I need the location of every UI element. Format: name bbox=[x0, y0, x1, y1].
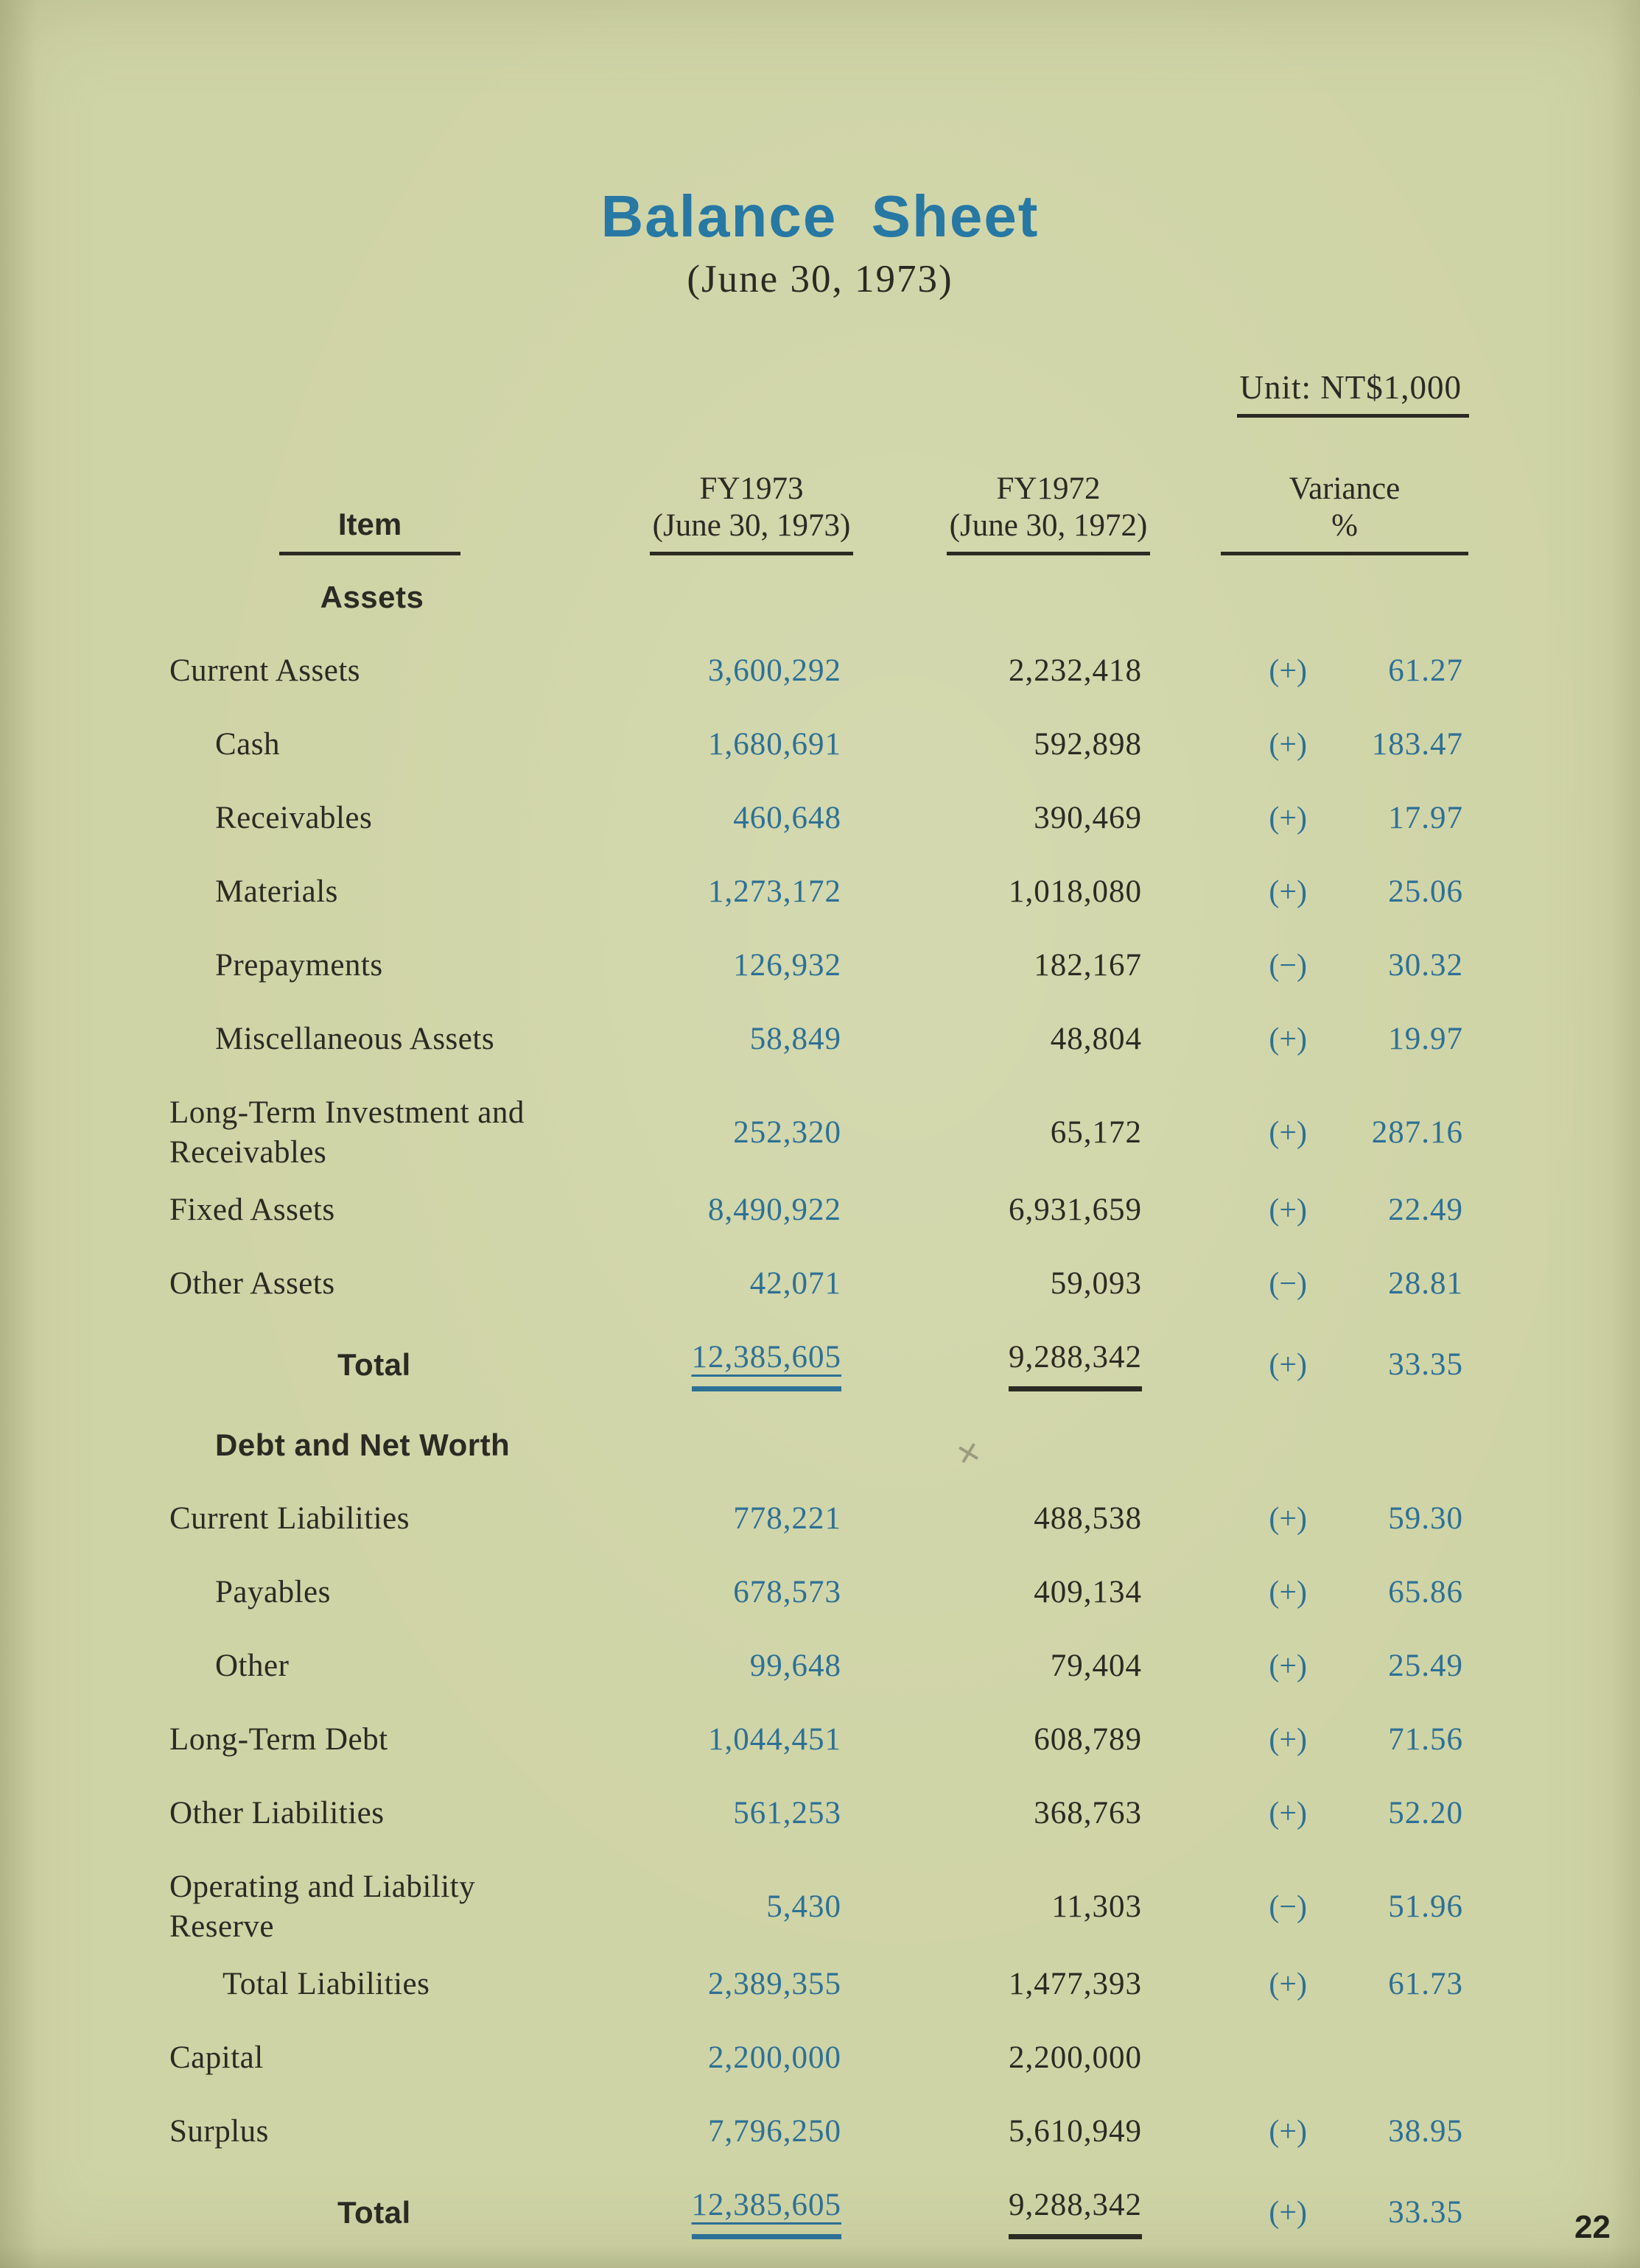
header-fy1973 bbox=[634, 471, 869, 555]
header-item bbox=[149, 471, 591, 555]
header-fy1972-line2: (June 30, 1972) bbox=[947, 508, 1151, 555]
table-row bbox=[169, 1093, 1481, 1173]
variance-value: 25.06 bbox=[1388, 874, 1463, 910]
page-title: Balance Sheet bbox=[600, 183, 1040, 249]
fy1973-value: 5,430 bbox=[766, 1889, 841, 1925]
fy1972-value: 488,538 bbox=[1034, 1501, 1142, 1537]
fy1972-value: 79,404 bbox=[1050, 1649, 1142, 1684]
variance-value: 17.97 bbox=[1388, 801, 1463, 836]
variance-sign: (+) bbox=[1269, 1967, 1307, 2002]
row-label: Surplus bbox=[169, 2114, 269, 2149]
row-label: Current Assets bbox=[169, 653, 361, 689]
row-label: Total bbox=[337, 1347, 411, 1382]
variance-value: 59.30 bbox=[1388, 1501, 1463, 1537]
table-row bbox=[169, 872, 1481, 912]
fy1973-value: 2,389,355 bbox=[708, 1967, 841, 2002]
fy1972-value: 368,763 bbox=[1034, 1796, 1142, 1831]
fy1972-value: 48,804 bbox=[1050, 1022, 1142, 1057]
header-item-label: Item bbox=[279, 506, 460, 555]
variance-sign: (+) bbox=[1269, 728, 1307, 762]
table-row bbox=[169, 1720, 1481, 1760]
row-label: Fixed Assets bbox=[169, 1193, 335, 1228]
fy1972-value: 2,232,418 bbox=[1009, 653, 1142, 689]
header-fy1972 bbox=[897, 471, 1199, 555]
row-label: Other bbox=[215, 1649, 290, 1684]
fy1973-value: 1,680,691 bbox=[708, 727, 841, 762]
fy1972-value: 65,172 bbox=[1050, 1115, 1142, 1151]
fy1972-value: 2,200,000 bbox=[1009, 2040, 1142, 2076]
unit-label-row bbox=[0, 368, 1640, 418]
fy1972-value: 9,288,342 bbox=[847, 1338, 1149, 1391]
fy1973-value: 126,932 bbox=[733, 948, 841, 983]
variance-sign: (+) bbox=[1269, 2195, 1307, 2230]
variance-sign: (+) bbox=[1269, 1502, 1307, 1537]
fy1972-value: 182,167 bbox=[1034, 948, 1142, 983]
total-row-assets bbox=[169, 1338, 1481, 1391]
variance-value: 19.97 bbox=[1388, 1022, 1463, 1057]
variance-value: 22.49 bbox=[1388, 1193, 1463, 1228]
variance-sign: (−) bbox=[1269, 1267, 1307, 1302]
fy1972-value: 390,469 bbox=[1034, 801, 1142, 836]
table-row bbox=[169, 798, 1481, 838]
header-variance-line2: % bbox=[1221, 508, 1468, 555]
variance-sign: (+) bbox=[1269, 654, 1307, 689]
fy1972-value: 6,931,659 bbox=[1009, 1193, 1142, 1228]
table-header-row bbox=[169, 471, 1481, 555]
variance-sign: (+) bbox=[1269, 1193, 1307, 1228]
fy1972-value: 608,789 bbox=[1034, 1722, 1142, 1758]
row-label: Receivables bbox=[215, 801, 373, 836]
variance-sign: (+) bbox=[1269, 1347, 1307, 1382]
row-label: Other Assets bbox=[169, 1266, 335, 1302]
fy1973-value: 12,385,605 bbox=[612, 2186, 847, 2239]
table-row bbox=[169, 1264, 1481, 1304]
table-row bbox=[169, 1867, 1481, 1947]
header-fy1972-line1: FY1972 bbox=[996, 471, 1101, 507]
table-row bbox=[169, 725, 1481, 765]
header-variance bbox=[1179, 471, 1510, 555]
variance-value: 61.73 bbox=[1388, 1967, 1463, 2002]
fy1973-value: 8,490,922 bbox=[708, 1193, 841, 1228]
row-label: Long-Term Debt bbox=[169, 1722, 388, 1758]
row-label: Total bbox=[337, 2194, 411, 2230]
row-label: Current Liabilities bbox=[169, 1501, 410, 1537]
section-row-debt-net-worth bbox=[169, 1425, 1481, 1465]
variance-value: 28.81 bbox=[1388, 1266, 1463, 1302]
variance-sign: (+) bbox=[1269, 1022, 1307, 1057]
variance-value: 61.27 bbox=[1388, 653, 1463, 689]
row-label: Payables bbox=[215, 1575, 331, 1610]
variance-value: 38.95 bbox=[1388, 2114, 1463, 2149]
table-row bbox=[169, 1573, 1481, 1612]
fy1973-value: 1,044,451 bbox=[708, 1722, 841, 1758]
fy1973-value: 252,320 bbox=[733, 1115, 841, 1151]
table-row bbox=[169, 1646, 1481, 1686]
variance-value: 183.47 bbox=[1371, 727, 1463, 762]
section-label: Debt and Net Worth bbox=[215, 1428, 511, 1463]
table-row bbox=[169, 1190, 1481, 1230]
table-row bbox=[169, 1965, 1481, 2004]
row-label: Long-Term Investment and Receivables bbox=[169, 1095, 525, 1170]
fy1972-value: 9,288,342 bbox=[847, 2186, 1149, 2239]
variance-sign: (+) bbox=[1269, 1116, 1307, 1151]
variance-value: 30.32 bbox=[1388, 948, 1463, 983]
balance-sheet-table bbox=[169, 471, 1481, 2239]
fy1972-value: 11,303 bbox=[1051, 1889, 1142, 1925]
fy1973-value: 778,221 bbox=[733, 1501, 841, 1537]
variance-value: 52.20 bbox=[1388, 1796, 1463, 1831]
fy1972-value: 5,610,949 bbox=[1009, 2114, 1142, 2149]
header-fy1973-line2: (June 30, 1973) bbox=[650, 508, 854, 555]
fy1972-value: 1,018,080 bbox=[1009, 874, 1142, 910]
fy1973-value: 561,253 bbox=[733, 1796, 841, 1831]
variance-sign: (−) bbox=[1269, 949, 1307, 983]
fy1972-value: 1,477,393 bbox=[1009, 1967, 1142, 2002]
row-label: Total Liabilities bbox=[222, 1967, 430, 2002]
variance-sign: (+) bbox=[1269, 875, 1307, 910]
section-label: Assets bbox=[320, 580, 424, 615]
fy1972-value: 409,134 bbox=[1034, 1575, 1142, 1610]
header-fy1973-line1: FY1973 bbox=[699, 471, 804, 507]
variance-value: 33.35 bbox=[1388, 2194, 1463, 2230]
variance-value: 33.35 bbox=[1388, 1347, 1463, 1382]
variance-value: 287.16 bbox=[1371, 1115, 1463, 1151]
pencil-smudge-artifact: ✕ bbox=[953, 1434, 985, 1474]
table-row bbox=[169, 651, 1481, 691]
page-subtitle: (June 30, 1973) bbox=[687, 258, 953, 301]
variance-sign: (+) bbox=[1269, 1576, 1307, 1610]
variance-sign: (+) bbox=[1269, 1649, 1307, 1684]
row-label: Miscellaneous Assets bbox=[215, 1022, 495, 1057]
section-row-assets bbox=[169, 577, 1481, 617]
table-row bbox=[169, 2038, 1481, 2078]
fy1973-value: 2,200,000 bbox=[708, 2040, 841, 2076]
table-row bbox=[169, 2112, 1481, 2152]
variance-sign: (+) bbox=[1269, 801, 1307, 836]
header-variance-line1: Variance bbox=[1289, 471, 1401, 507]
fy1973-value: 42,071 bbox=[749, 1266, 841, 1302]
row-label: Cash bbox=[215, 727, 280, 762]
table-row bbox=[169, 1499, 1481, 1539]
fy1973-value: 58,849 bbox=[749, 1022, 841, 1057]
variance-value: 65.86 bbox=[1388, 1575, 1463, 1610]
row-label: Prepayments bbox=[215, 948, 383, 983]
variance-value: 51.96 bbox=[1388, 1889, 1463, 1925]
total-row-debt-net-worth bbox=[169, 2186, 1481, 2239]
row-label: Other Liabilities bbox=[169, 1796, 385, 1831]
fy1972-value: 59,093 bbox=[1050, 1266, 1142, 1302]
table-row bbox=[169, 1794, 1481, 1833]
variance-sign: (+) bbox=[1269, 1797, 1307, 1831]
fy1973-value: 99,648 bbox=[749, 1649, 841, 1684]
fy1973-value: 7,796,250 bbox=[708, 2114, 841, 2149]
fy1972-value: 592,898 bbox=[1034, 727, 1142, 762]
table-row bbox=[169, 1019, 1481, 1059]
fy1973-value: 1,273,172 bbox=[708, 874, 841, 910]
unit-label: Unit: NT$1,000 bbox=[1237, 368, 1470, 418]
fy1973-value: 678,573 bbox=[733, 1575, 841, 1610]
variance-value: 71.56 bbox=[1388, 1722, 1463, 1758]
row-label: Operating and Liability Reserve bbox=[169, 1869, 476, 1945]
variance-sign: (+) bbox=[1269, 2115, 1307, 2149]
fy1973-value: 460,648 bbox=[733, 801, 841, 836]
row-label: Materials bbox=[215, 874, 338, 910]
variance-sign: (−) bbox=[1269, 1890, 1307, 1925]
variance-sign: (+) bbox=[1269, 1723, 1307, 1758]
row-label: Capital bbox=[169, 2040, 264, 2076]
table-row bbox=[169, 946, 1481, 986]
fy1973-value: 12,385,605 bbox=[612, 1338, 847, 1391]
page-number: 22 bbox=[1574, 2209, 1611, 2245]
fy1973-value: 3,600,292 bbox=[708, 653, 841, 689]
variance-value: 25.49 bbox=[1388, 1649, 1463, 1684]
